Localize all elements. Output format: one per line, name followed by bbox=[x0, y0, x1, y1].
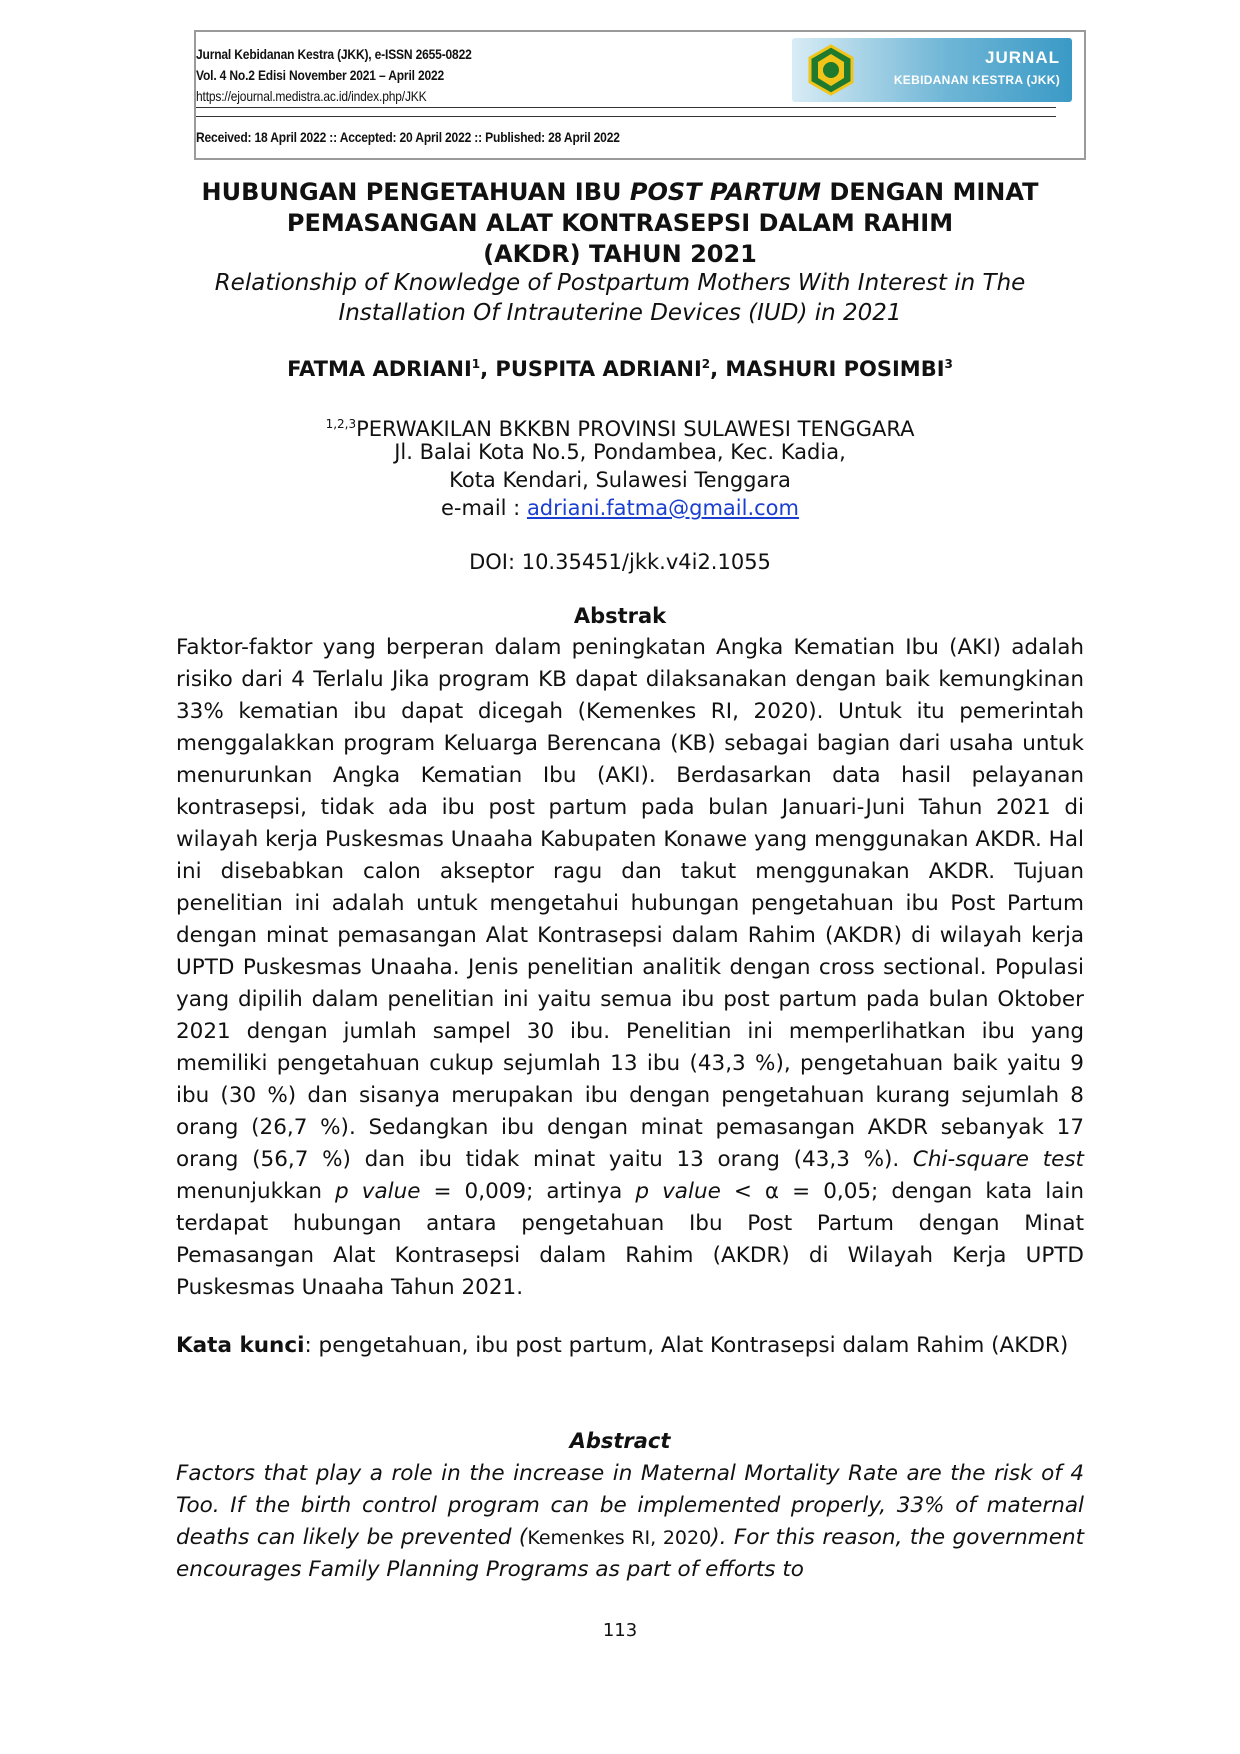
english-title-line-2: Installation Of Intrauterine Devices (IUD) in 2021 bbox=[338, 300, 902, 326]
journal-volume-line: Vol. 4 No.2 Edisi November 2021 – April 2022 bbox=[196, 67, 445, 83]
english-title-line-1: Relationship of Knowledge of Postpartum Mothers With Interest in The bbox=[214, 270, 1026, 296]
author-list: FATMA ADRIANI$^1$, PUSPITA ADRIANI$^2$, MASHURI POSIMBI$^3$ bbox=[287, 357, 953, 381]
abstract-heading: Abstract bbox=[569, 1429, 671, 1453]
paper-title-line-3: (AKDR) TAHUN 2021 bbox=[483, 240, 757, 268]
abstrak-paragraph: Faktor-faktor yang berperan dalam peningkatan Angka Kematian Ibu (AKI) adalah risiko dari 4 Terlalu Jika program KB dapat dilaksanakan dengan baik kemungkinan 33% kematian ibu dapat dicegah (Kemenkes RI, 2020). Untuk itu pemerintah menggalakkan program Keluarga Berencana (KB) sebagai bagian dari usaha untuk menurunkan Angka Kematian Ibu (AKI). Berdasarkan data hasil pelayanan kontrasepsi, tidak ada ibu post partum pada bulan Januari-Juni Tahun 2021 di wilayah kerja Puskesmas Unaaha Kabupaten Konawe yang menggunakan AKDR. Hal ini disebabkan calon akseptor ragu dan takut menggunakan AKDR. Tujuan penelitian ini adalah untuk mengetahui hubungan pengetahuan ibu Post Partum dengan minat pemasangan Alat Kontrasepsi dalam Rahim (AKDR) di wilayah kerja UPTD Puskesmas Unaaha. Jenis penelitian analitik dengan cross sectional. Populasi yang dipilih dalam penelitian ini yaitu semua ibu post partum pada bulan Oktober 2021 dengan jumlah sampel 30 ibu. Penelitian ini memperlihatkan ibu yang memiliki pengetahuan cukup sejumlah 13 ibu (43,3 %), pengetahuan baik yaitu 9 ibu (30 %) dan sisanya merupakan ibu dengan pengetahuan kurang sejumlah 8 orang (26,7 %). Sedangkan ibu dengan minat pemasangan AKDR sebanyak 17 orang (56,7 %) dan ibu tidak minat yaitu 13 orang (43,3 %). Chi-square test menunjukkan p value = 0,009; artinya p value < α = 0,05; dengan kata lain terdapat hubungan antara pengetahuan Ibu Post Partum dengan Minat Pemasangan Alat Kontrasepsi dalam Rahim (AKDR) di Wilayah Kerja UPTD Puskesmas Unaaha Tahun 2021. bbox=[176, 635, 1084, 1300]
header-separator bbox=[196, 107, 1056, 117]
abstrak-heading: Abstrak bbox=[573, 604, 667, 628]
abstract-citation: Kemenkes RI, 2020 bbox=[527, 1527, 712, 1549]
keywords-text: : pengetahuan, ibu post partum, Alat Kontrasepsi dalam Rahim (AKDR) bbox=[304, 1333, 1069, 1358]
email-link[interactable]: adriani.fatma@gmail.com bbox=[526, 496, 799, 520]
logo-title: JURNAL bbox=[985, 48, 1060, 67]
doi: DOI: 10.35451/jkk.v4i2.1055 bbox=[469, 550, 771, 574]
abstract-paragraph: Factors that play a role in the increase in Maternal Mortality Rate are the risk of 4 Too. If the birth control program can be implemented properly, 33% of maternal deaths can likely be prevented (Kemenkes RI, 2020). For this reason, the government encourages Family Planning Programs as part of efforts to bbox=[176, 1461, 1084, 1582]
affiliation-address-1: Jl. Balai Kota No.5, Pondambea, Kec. Kadia, bbox=[394, 440, 846, 464]
affiliation-institution: $^{1,2,3}$PERWAKILAN BKKBN PROVINSI SULAWESI TENGGARA bbox=[325, 417, 915, 441]
paper-title-line-2: PEMASANGAN ALAT KONTRASEPSI DALAM RAHIM bbox=[286, 209, 954, 237]
journal-emblem-icon bbox=[806, 44, 856, 96]
journal-name-line: Jurnal Kebidanan Kestra (JKK), e-ISSN 2655-0822 bbox=[196, 46, 472, 62]
author-name: MASHURI POSIMBI bbox=[725, 357, 945, 381]
keywords bbox=[176, 1330, 1084, 1362]
keywords-label: Kata kunci bbox=[176, 1333, 305, 1358]
journal-url-line[interactable]: https://ejournal.medistra.ac.id/index.php/JKK bbox=[196, 88, 427, 104]
affiliation-address-2: Kota Kendari, Sulawesi Tenggara bbox=[449, 468, 791, 492]
email-line: e-mail : adriani.fatma@gmail.com bbox=[441, 496, 799, 520]
page-number: 113 bbox=[602, 1620, 638, 1641]
paper-title-line-1: HUBUNGAN PENGETAHUAN IBU POST PARTUM DENGAN MINAT bbox=[201, 178, 1039, 206]
author-name: FATMA ADRIANI bbox=[287, 357, 472, 381]
publication-dates-line: Received: 18 April 2022 :: Accepted: 20 April 2022 :: Published: 28 April 2022 bbox=[196, 129, 620, 145]
logo-subtitle: KEBIDANAN KESTRA (JKK) bbox=[893, 73, 1060, 87]
journal-logo bbox=[792, 38, 1072, 102]
author-name: PUSPITA ADRIANI bbox=[495, 357, 702, 381]
